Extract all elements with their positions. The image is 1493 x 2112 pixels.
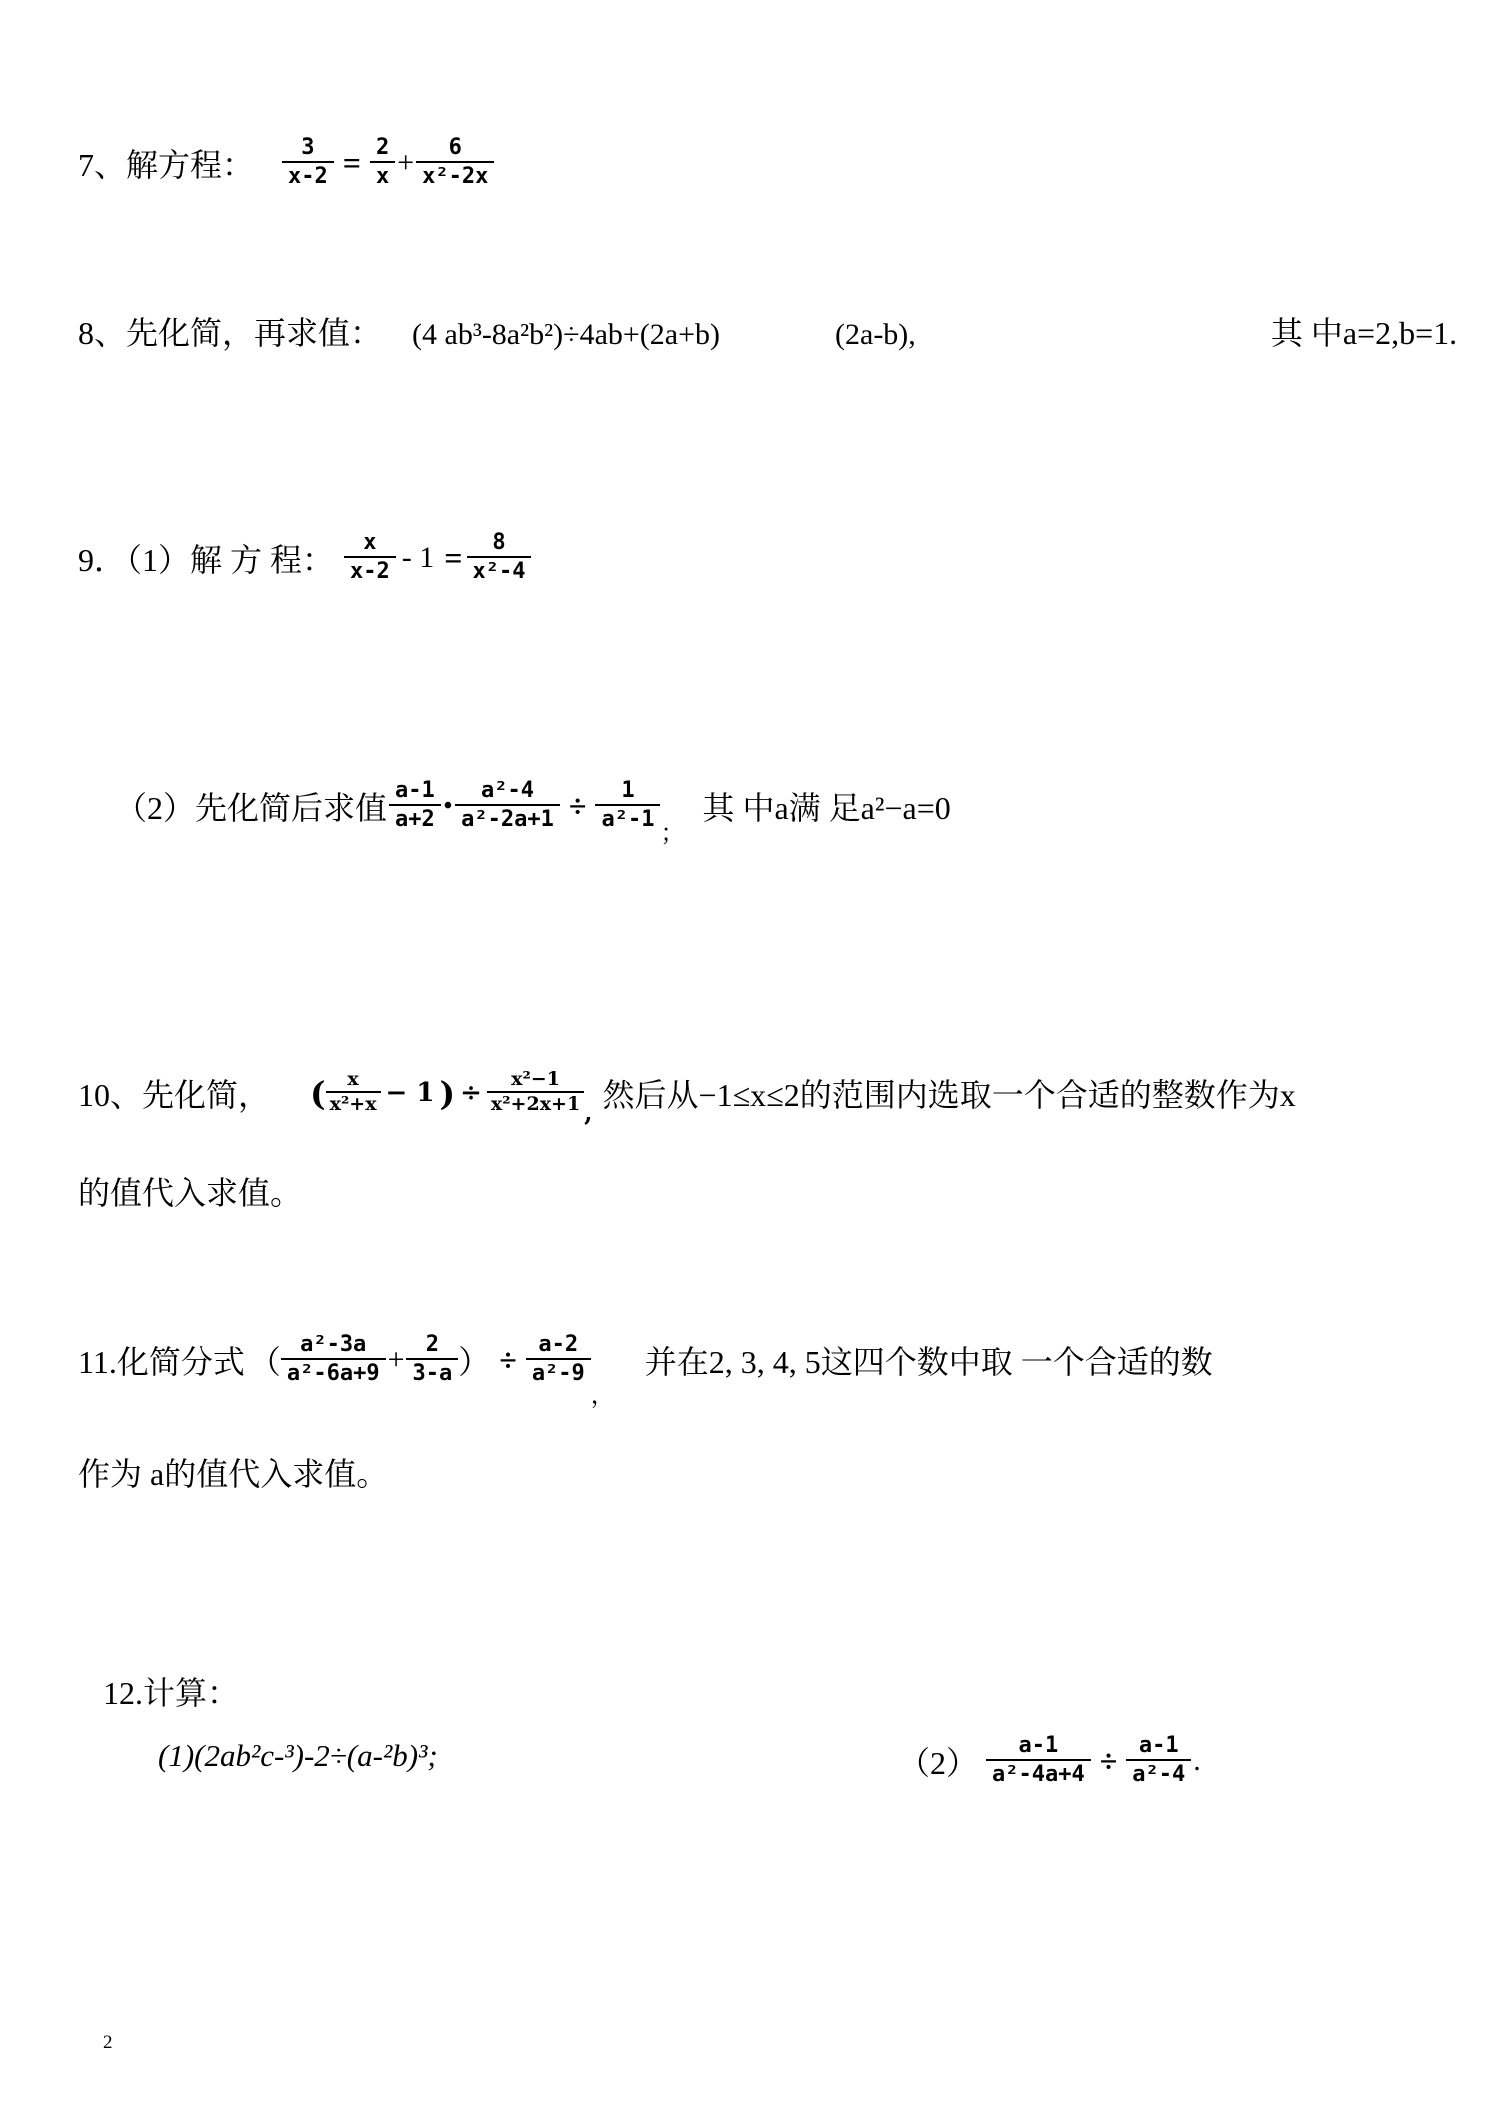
fraction-numerator: x <box>347 1068 359 1091</box>
multiplication-dot: • <box>443 792 453 819</box>
fraction-numerator: a-1 <box>1018 1733 1059 1759</box>
fraction <box>344 531 396 584</box>
close-paren: ） <box>458 1344 491 1380</box>
fraction <box>389 779 441 832</box>
fraction <box>467 531 532 584</box>
fraction-numerator: x²−1 <box>511 1068 560 1091</box>
fraction-numerator: 3 <box>301 135 315 161</box>
problem-8 <box>78 308 1457 354</box>
fraction <box>986 1734 1091 1787</box>
open-paren: ( <box>310 1073 326 1113</box>
equals-sign: = <box>342 144 361 181</box>
fraction-denominator: 3-a <box>406 1358 458 1386</box>
fraction-denominator: a²-4 <box>1126 1759 1191 1787</box>
problem-8-expression-2: (2a-b), <box>835 318 916 351</box>
fraction <box>326 1070 381 1116</box>
problem-11-label: 11.化简分式 <box>78 1344 245 1380</box>
fraction-numerator: x <box>363 530 377 556</box>
problem-10-line-2 <box>78 1168 302 1214</box>
fraction <box>595 779 660 832</box>
fraction-denominator: x²-2x <box>416 161 494 189</box>
fraction <box>455 779 560 832</box>
plus-sign: + <box>387 1343 405 1376</box>
punctuation: . <box>1193 1744 1201 1777</box>
fraction-numerator: a²-4 <box>481 778 535 804</box>
fraction-numerator: 6 <box>448 135 462 161</box>
fraction-denominator: a+2 <box>389 804 441 832</box>
problem-12-label: 12.计算： <box>103 1675 240 1711</box>
problem-11-text: 并在2, 3, 4, 5这四个数中取 一个合适的数 <box>644 1344 1213 1380</box>
fraction-denominator: a²-6a+9 <box>281 1358 386 1386</box>
problem-7 <box>78 118 494 208</box>
fraction <box>370 136 395 189</box>
minus-one-term: − 1 <box>385 1078 435 1108</box>
fraction-denominator: a²-9 <box>526 1358 591 1386</box>
fraction <box>281 1333 386 1386</box>
problem-10-text-2: 的值代入求值。 <box>78 1175 303 1211</box>
problem-12-item-2-label: （2） <box>898 1745 979 1781</box>
equals-sign: = <box>444 539 463 576</box>
problem-9-1-label: 9．（1）解 方 程： <box>78 542 335 578</box>
fraction-denominator: x-2 <box>344 556 396 584</box>
division-sign: ÷ <box>568 787 587 824</box>
problem-8-condition: 其 中a=2,b=1. <box>1270 315 1458 351</box>
plus-sign: + <box>397 146 415 179</box>
fraction-denominator: a²-4a+4 <box>986 1759 1091 1787</box>
problem-7-label: 7、解方程： <box>78 147 255 183</box>
fraction-denominator: a²-1 <box>595 804 660 832</box>
fraction-numerator: 2 <box>425 1332 439 1358</box>
problem-10-text: 然后从−1≤x≤2的范围内选取一个合适的整数作为x <box>602 1077 1296 1113</box>
open-paren: （ <box>248 1344 281 1380</box>
fraction-numerator: a-1 <box>1138 1733 1179 1759</box>
division-sign: ÷ <box>1099 1742 1118 1779</box>
punctuation: ； <box>660 821 685 847</box>
fraction-denominator: x²+2x+1 <box>487 1091 584 1116</box>
fraction-numerator: 1 <box>621 778 635 804</box>
problem-12-items <box>0 1702 1493 1820</box>
fraction <box>487 1070 584 1116</box>
fraction-numerator: a-1 <box>395 778 435 804</box>
fraction <box>416 136 494 189</box>
fraction-denominator: x²-4 <box>467 556 532 584</box>
page-number: 2 <box>103 2032 113 2053</box>
problem-8-label: 8、先化简，再求值： <box>78 315 383 351</box>
fraction-denominator: x <box>370 161 395 189</box>
division-sign: ÷ <box>460 1078 482 1108</box>
problem-10 <box>78 1047 1296 1139</box>
punctuation: ， <box>590 1383 615 1409</box>
problem-11-text-2: 作为 a的值代入求值。 <box>78 1456 389 1492</box>
punctuation: , <box>584 1098 593 1127</box>
problem-10-label: 10、先化简， <box>78 1077 271 1113</box>
problem-8-expression: (4 ab³-8a²b²)÷4ab+(2a+b) <box>412 318 721 351</box>
fraction-denominator: x-2 <box>282 161 334 189</box>
problem-9-2-condition: 其 中a满 足a²−a=0 <box>702 790 951 826</box>
fraction-numerator: 8 <box>492 530 506 556</box>
problem-9-part-2 <box>115 756 951 856</box>
problem-9-2-label: （2）先化简后求值 <box>115 790 388 826</box>
problem-9-part-1 <box>78 513 531 603</box>
fraction-denominator: x²+x <box>326 1091 381 1116</box>
fraction <box>282 136 334 189</box>
fraction <box>1126 1734 1191 1787</box>
fraction-numerator: a-2 <box>538 1332 579 1358</box>
problem-12-item-2 <box>898 1702 1203 1820</box>
fraction-numerator: a²-3a <box>300 1332 367 1358</box>
fraction-numerator: 2 <box>376 135 390 161</box>
problem-12-item-1: (1)(2ab²c-³)-2÷(a-²b)³; <box>158 1738 438 1773</box>
fraction-denominator: a²-2a+1 <box>455 804 560 832</box>
fraction <box>526 1333 591 1386</box>
close-paren: ) <box>439 1073 456 1113</box>
division-sign: ÷ <box>499 1341 517 1378</box>
fraction <box>406 1333 458 1386</box>
problem-11 <box>78 1302 1213 1418</box>
minus-one-term: - 1 <box>401 541 435 574</box>
problem-11-line-2 <box>78 1449 388 1495</box>
